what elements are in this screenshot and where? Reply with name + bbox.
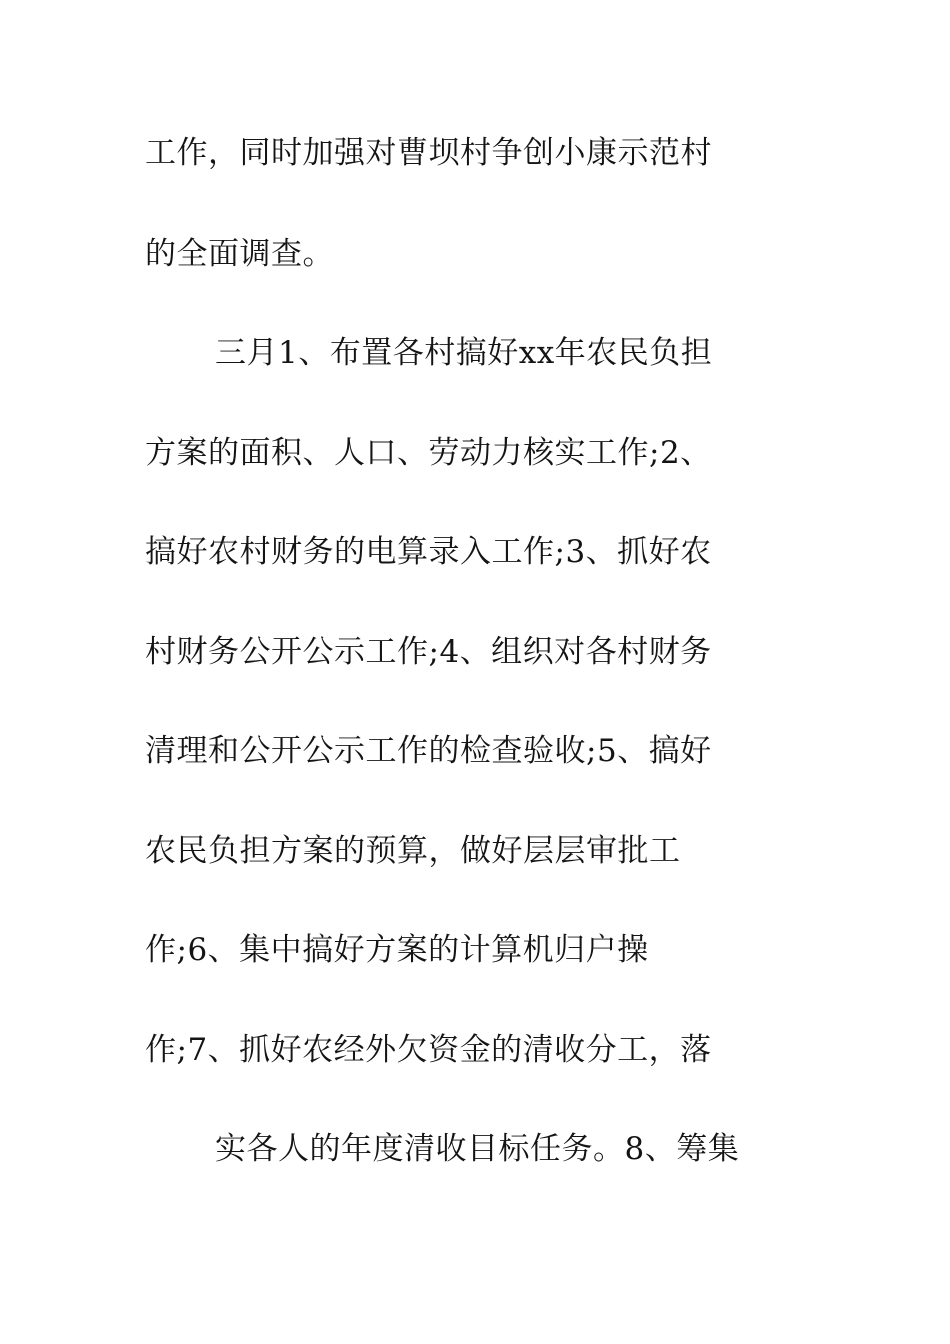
text-line-7: 清理和公开公示工作的检查验收;5、搞好 <box>145 733 712 769</box>
text-line-1: 工作，同时加强对曹坝村争创小康示范村 <box>145 135 712 171</box>
text-line-10: 作;7、抓好农经外欠资金的清收分工，落 <box>145 1032 712 1068</box>
text-line-8: 农民负担方案的预算，做好层层审批工 <box>145 833 681 869</box>
text-line-6: 村财务公开公示工作;4、组织对各村财务 <box>145 634 712 670</box>
text-line-9: 作;6、集中搞好方案的计算机归户操 <box>145 932 649 968</box>
text-line-5: 搞好农村财务的电算录入工作;3、抓好农 <box>145 534 712 570</box>
text-line-4: 方案的面积、人口、劳动力核实工作;2、 <box>145 435 712 471</box>
text-line-11: 实各人的年度清收目标任务。8、筹集 <box>215 1131 740 1167</box>
text-line-2: 的全面调查。 <box>145 236 334 272</box>
text-line-3: 三月1、布置各村搞好xx年农民负担 <box>215 335 713 371</box>
